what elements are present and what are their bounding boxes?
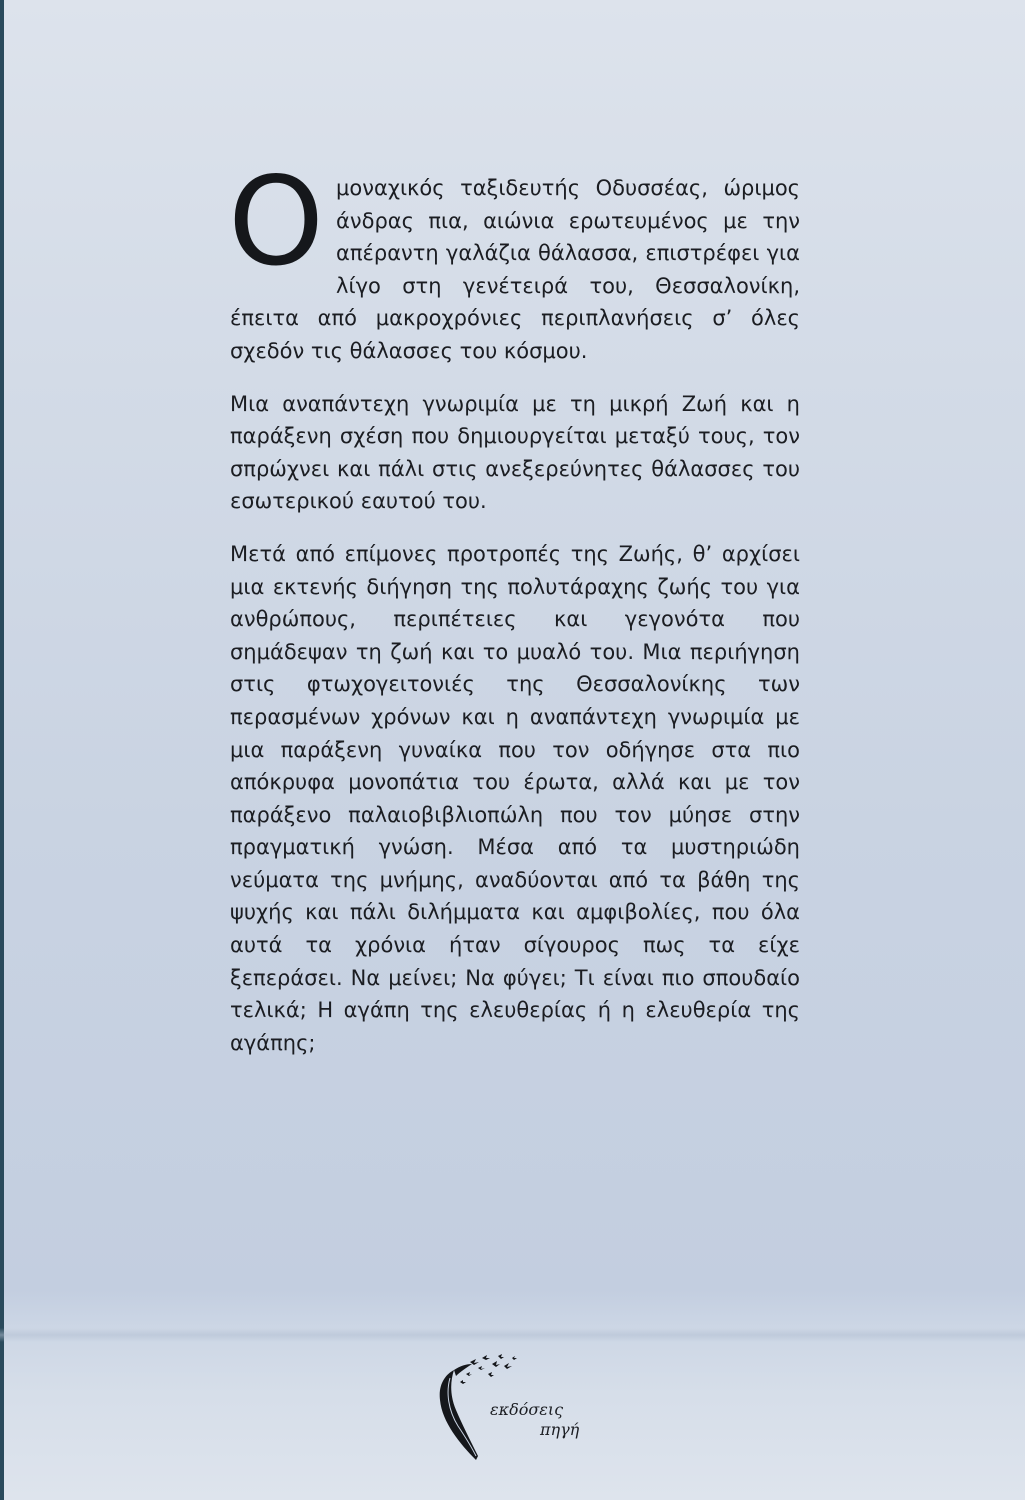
blurb-paragraph-3: Μετά από επίμονες προτροπές της Ζωής, θ’ αρχίσει μια εκτενής διήγηση της πολυτάραχης ζωής του για ανθρώπους, περιπέτειες και γεγονότα που σημάδεψαν τη ζωή και το μυαλό του. Μια περιήγηση στις φτωχογειτονιές της Θεσσαλονίκης των περασμένων χρόνων και η αναπάντεχη γνωριμία με μια παράξενη γυναίκα που τον οδήγησε στα πιο απόκρυφα μονοπάτια του έρωτα, αλλά και με τον παράξενο παλαιοβιβλιοπώλη που τον μύησε στην πραγματική γνώση. Μέσα από τα μυστηριώδη νεύματα της μνήμης, αναδύονται από τα βάθη της ψυχής και πάλι διλήμματα και αμφιβολίες, που όλα αυτά τα χρόνια ήταν σίγουρος πως τα είχε ξεπεράσει. Να μείνει; Να φύγει; Τι είναι πιο σπουδαίο τελικά; Η αγάπη της ελευθερίας ή η ελευθερία της αγάπης; <box>230 541 800 1055</box>
blurb-paragraph-2: Μια αναπάντεχη γνωριμία με τη μικρή Ζωή και η παράξενη σχέση που δημιουργείται μεταξύ τους, τον σπρώχνει και πάλι στις ανεξερεύνητες θάλασσες του εσωτερικού εαυτού του. <box>230 391 800 514</box>
spine-edge <box>0 0 4 1500</box>
blurb-paragraph-1 <box>228 151 800 368</box>
sea-horizon <box>0 1328 1025 1342</box>
publisher-name-line2: πηγή <box>540 1420 580 1439</box>
blurb-paragraph-1-text: μοναχικός ταξιδευτής Οδυσσέας, ώριμος άνδρας πια, αιώνια ερωτευμένος με την απέραντη γαλάζια θάλασσα, επιστρέφει για λίγο στη γενέτειρά του, Θεσσαλονίκη, έπειτα από μακροχρόνιες περιπλανήσεις σ’ όλες σχεδόν τις θάλασσες του κόσμου. <box>230 176 800 363</box>
blurb-text <box>228 151 800 1079</box>
publisher-logo <box>420 1352 620 1462</box>
publisher-name-line1: εκδόσεις <box>490 1400 564 1419</box>
drop-cap: Ο <box>228 151 325 293</box>
